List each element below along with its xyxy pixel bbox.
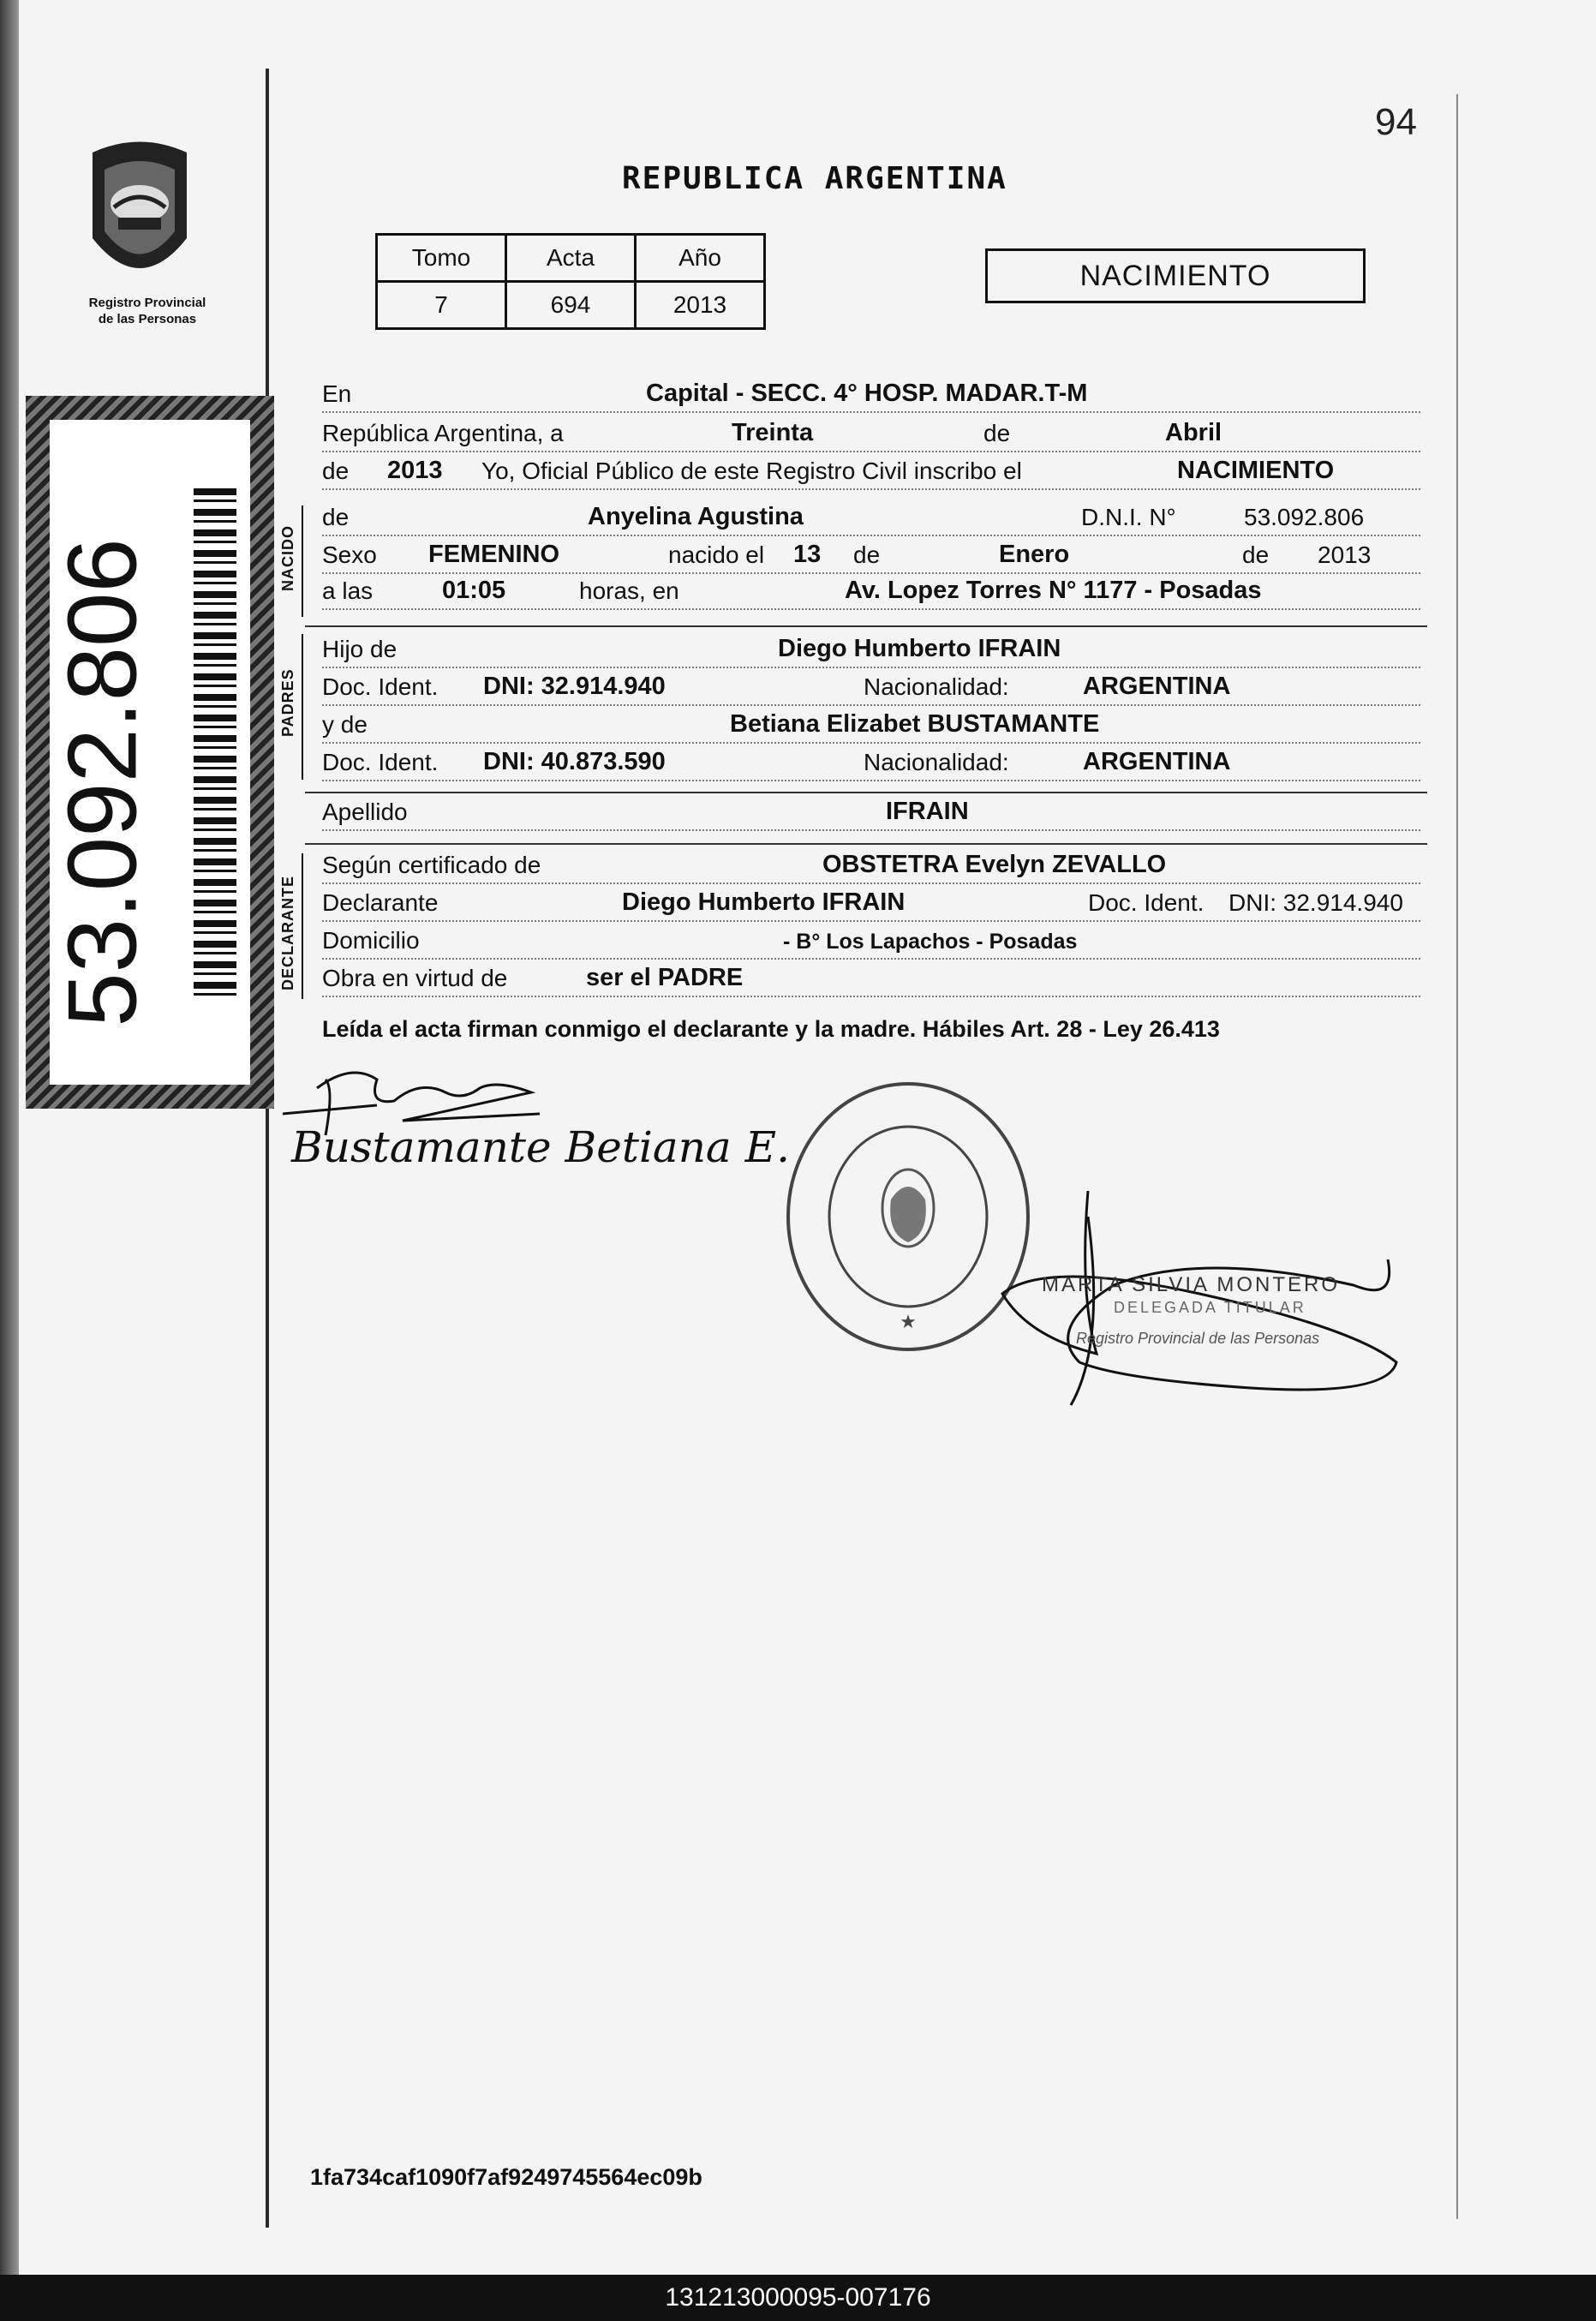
label-republica: República Argentina, a	[322, 420, 564, 446]
document-type-box: NACIMIENTO	[985, 248, 1366, 303]
reference-table	[375, 233, 766, 330]
officer-role: DELEGADA TITULAR	[1114, 1299, 1306, 1316]
value-obra: ser el PADRE	[586, 964, 744, 991]
label-padres: PADRES	[279, 668, 296, 737]
page-number: 94	[1375, 101, 1417, 143]
value-hora: 01:05	[442, 577, 506, 604]
label-nacido: NACIDO	[279, 525, 296, 591]
value-padre: Diego Humberto IFRAIN	[778, 635, 1061, 662]
line-nombre	[322, 500, 1420, 536]
line-certificado	[322, 848, 1420, 884]
label-de-3: de	[322, 504, 350, 530]
value-dia-nac: 13	[793, 541, 822, 568]
value-mes-nac: Enero	[999, 541, 1070, 568]
line-domicilio	[322, 924, 1420, 960]
scan-edge	[0, 0, 19, 2275]
label-inscribo: Yo, Oficial Público de este Registro Civil inscribo el	[481, 458, 1022, 484]
line-lugar	[322, 377, 1420, 413]
binding-line	[266, 69, 269, 2228]
value-certificado: OBSTETRA Evelyn ZEVALLO	[822, 851, 1167, 878]
value-doc-declarante: DNI: 32.914.940	[1228, 889, 1403, 916]
label-dni: D.N.I. N°	[1081, 504, 1176, 530]
provincial-logo	[75, 135, 204, 298]
value-madre-nac: ARGENTINA	[1083, 748, 1231, 775]
value-acta: 694	[506, 282, 636, 329]
label-doc-declarante: Doc. Ident.	[1088, 889, 1204, 916]
label-de: de	[983, 420, 1011, 446]
barcode-inner	[50, 420, 250, 1085]
value-lugar-nac: Av. Lopez Torres N° 1177 - Posadas	[845, 577, 1262, 604]
line-apellido	[322, 795, 1420, 831]
label-nacido: nacido el	[668, 541, 765, 568]
label-de-2: de	[322, 458, 350, 484]
separator-3	[305, 843, 1427, 845]
value-padre-doc: DNI: 32.914.940	[483, 673, 666, 700]
label-de-4: de	[853, 541, 881, 568]
label-sexo: Sexo	[322, 541, 377, 568]
label-declarante: Declarante	[322, 889, 439, 916]
label-hijo: Hijo de	[322, 636, 398, 662]
label-nac-padre: Nacionalidad:	[864, 673, 1009, 700]
value-mes: Abril	[1165, 419, 1222, 446]
footer-code: 131213000095-007176	[0, 2275, 1596, 2321]
label-apellido: Apellido	[322, 799, 408, 825]
value-declarante: Diego Humberto IFRAIN	[622, 888, 906, 916]
label-doc-madre: Doc. Ident.	[322, 749, 439, 775]
value-domicilio: - B° Los Lapachos - Posadas	[783, 930, 1078, 954]
line-declarante	[322, 886, 1420, 922]
label-nac-madre: Nacionalidad:	[864, 749, 1009, 775]
label-de-5: de	[1242, 541, 1270, 568]
value-nombre: Anyelina Agustina	[588, 503, 804, 530]
line-madre	[322, 708, 1420, 744]
label-horas: horas, en	[579, 577, 679, 604]
officer-org: Registro Provincial de las Personas	[1076, 1330, 1320, 1347]
value-acto: NACIMIENTO	[1177, 457, 1335, 484]
value-tomo: 7	[377, 282, 506, 329]
line-inscripcion	[322, 454, 1420, 490]
line-padre	[322, 632, 1420, 668]
value-dia: Treinta	[732, 419, 814, 446]
line-madre-doc	[322, 745, 1420, 781]
svg-text:★: ★	[900, 1311, 917, 1332]
barcode-icon	[194, 488, 236, 1002]
line-padre-doc	[322, 670, 1420, 706]
line-hora	[322, 574, 1420, 610]
bracket-padres	[302, 634, 303, 780]
document-title: REPUBLICA ARGENTINA	[622, 161, 1007, 196]
value-madre: Betiana Elizabet BUSTAMANTE	[730, 710, 1100, 738]
label-doc-padre: Doc. Ident.	[322, 673, 439, 700]
bracket-declarante	[302, 853, 303, 999]
separator-2	[305, 792, 1427, 793]
value-padre-nac: ARGENTINA	[1083, 673, 1231, 700]
label-yde: y de	[322, 711, 368, 738]
officer-name: MARTA SILVIA MONTERO	[1042, 1273, 1341, 1296]
label-declarante: DECLARANTE	[279, 876, 296, 990]
value-dni: 53.092.806	[1244, 504, 1365, 530]
line-sexo	[322, 538, 1420, 574]
barcode-panel	[26, 396, 274, 1109]
line-fecha-registro	[322, 416, 1420, 452]
value-anio: 2013	[636, 282, 765, 329]
label-en: En	[322, 380, 352, 407]
value-anio-nac: 2013	[1318, 541, 1372, 568]
caption-line2: de las Personas	[98, 312, 197, 326]
value-lugar: Capital - SECC. 4° HOSP. MADAR.T-M	[646, 380, 1088, 407]
right-margin-line	[1456, 94, 1458, 2219]
value-sexo: FEMENINO	[428, 541, 560, 568]
caption-line1: Registro Provincial	[88, 296, 206, 310]
registry-caption	[62, 295, 233, 327]
document-hash: 1fa734caf1090f7af9249745564ec09b	[310, 2164, 702, 2190]
value-madre-doc: DNI: 40.873.590	[483, 748, 666, 775]
header-tomo: Tomo	[377, 235, 506, 282]
value-anio: 2013	[387, 457, 443, 484]
line-obra	[322, 961, 1420, 997]
mother-signature: Bustamante Betiana E.	[291, 1122, 791, 1172]
label-alas: a las	[322, 577, 374, 604]
header-anio: Año	[636, 235, 765, 282]
label-obra: Obra en virtud de	[322, 965, 508, 991]
bracket-nacido	[302, 505, 303, 617]
separator-1	[305, 625, 1427, 627]
barcode-number: 53.092.806	[48, 538, 158, 1027]
value-apellido: IFRAIN	[886, 798, 969, 825]
label-certificado: Según certificado de	[322, 852, 541, 878]
header-acta: Acta	[506, 235, 636, 282]
label-domicilio: Domicilio	[322, 927, 420, 954]
legal-text: Leída el acta firman conmigo el declarante y la madre. Hábiles Art. 28 - Ley 26.413	[322, 1016, 1220, 1042]
